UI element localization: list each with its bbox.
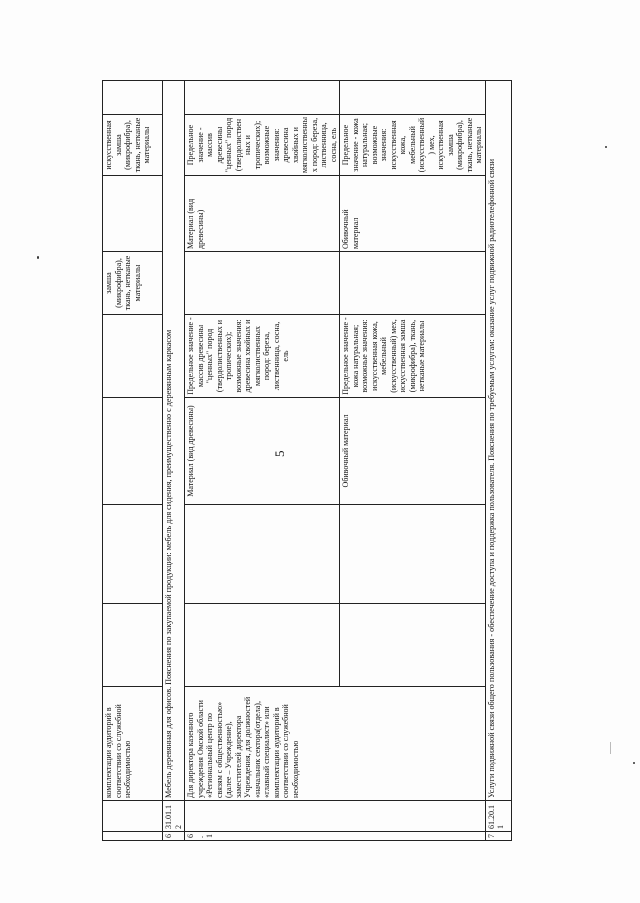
table-cell: [185, 505, 340, 604]
okpd-code: 61.20.11: [485, 801, 511, 832]
table-row: [485, 81, 511, 841]
characteristic-name: Обивочный материал: [340, 398, 486, 505]
characteristic-value: Предельное значение - массив древесины "ценных" пород (твердолиственных и тропических); возможные значения: древесина хвойных и мягколиственных пород: береза, лиственница, сосна, ель: [185, 315, 340, 398]
row-number: 7: [485, 832, 511, 841]
table-cell-values: искусственная замша (микрофибра), ткань, нетканые материалы: [103, 115, 163, 176]
table-row: [103, 81, 163, 841]
characteristic-name: Обивочный материал: [340, 176, 486, 252]
table-cell: [340, 252, 486, 315]
characteristic-name: Материал (вид древесины): [185, 398, 340, 505]
characteristic-name: Материал (вид древесины): [185, 176, 340, 252]
characteristic-value: Предельное значение - кожа натуральная; возможные значения: искусственная кожа, мебельный (искусственный) мех, искусственная замша (микрофибра), ткань, нетканые материалы: [340, 115, 486, 176]
table-cell: [103, 801, 163, 832]
category-description: Мебель деревянная для офисов. Пояснения по закупаемой продукции: мебель для сидения, преимущественно с деревянным каркасом: [163, 81, 185, 801]
table-cell: [185, 604, 340, 687]
table-cell-values: замша (микрофибра), ткань, нетканые материалы: [103, 252, 163, 315]
table-cell: [340, 604, 486, 687]
table-cell: [340, 81, 486, 115]
table-cell: [185, 252, 340, 315]
okpd-code: 31.01.12: [163, 801, 185, 832]
table-cell: [103, 315, 163, 398]
row-number: 6: [163, 832, 185, 841]
table-cell: [103, 81, 163, 115]
page-number: 5: [272, 450, 287, 457]
table-cell: [103, 604, 163, 687]
table-cell: [340, 505, 486, 604]
position-description: Для директора казенного учреждения Омской области «Региональный центр по связям с общественностью» (далее – Учреждение), заместителей директора Учреждения, для должностей «начальник сектора(отдела), «главный специалист» или комплектации аудиторий в соответствии со служебной необходимостью: [185, 687, 486, 801]
table-cell: [103, 505, 163, 604]
table-cell: [103, 398, 163, 505]
table-cell: [185, 801, 486, 832]
table-cell-description: комплектации аудиторий в соответствии со служебной необходимостью: [103, 687, 163, 801]
characteristic-value: Предельное значение - массив древесины "ценных" пород (твердолиственных и тропических); возможные значения: древесина хвойных и мягколиственных пород: береза, лиственница, сосна, ель: [185, 115, 340, 176]
row-number: 6.1: [185, 832, 486, 841]
category-description: Услуги подвижной связи общего пользования - обеспечение доступа и поддержка пользователя. Пояснения по требуемым услугам: оказание услуг подвижной радиотелефонной связи: [485, 81, 511, 801]
table-cell: [103, 176, 163, 252]
table-cell: [185, 81, 340, 115]
table-row: [185, 81, 340, 841]
characteristic-value: Предельное значение - кожа натуральная; возможные значения: искусственная кожа, мебельный (искусственный) мех, искусственная замша (микрофибра), ткань, нетканые материалы: [340, 315, 486, 398]
procurement-table: [102, 80, 512, 841]
table-cell: [103, 832, 163, 841]
table-row: [163, 81, 185, 841]
